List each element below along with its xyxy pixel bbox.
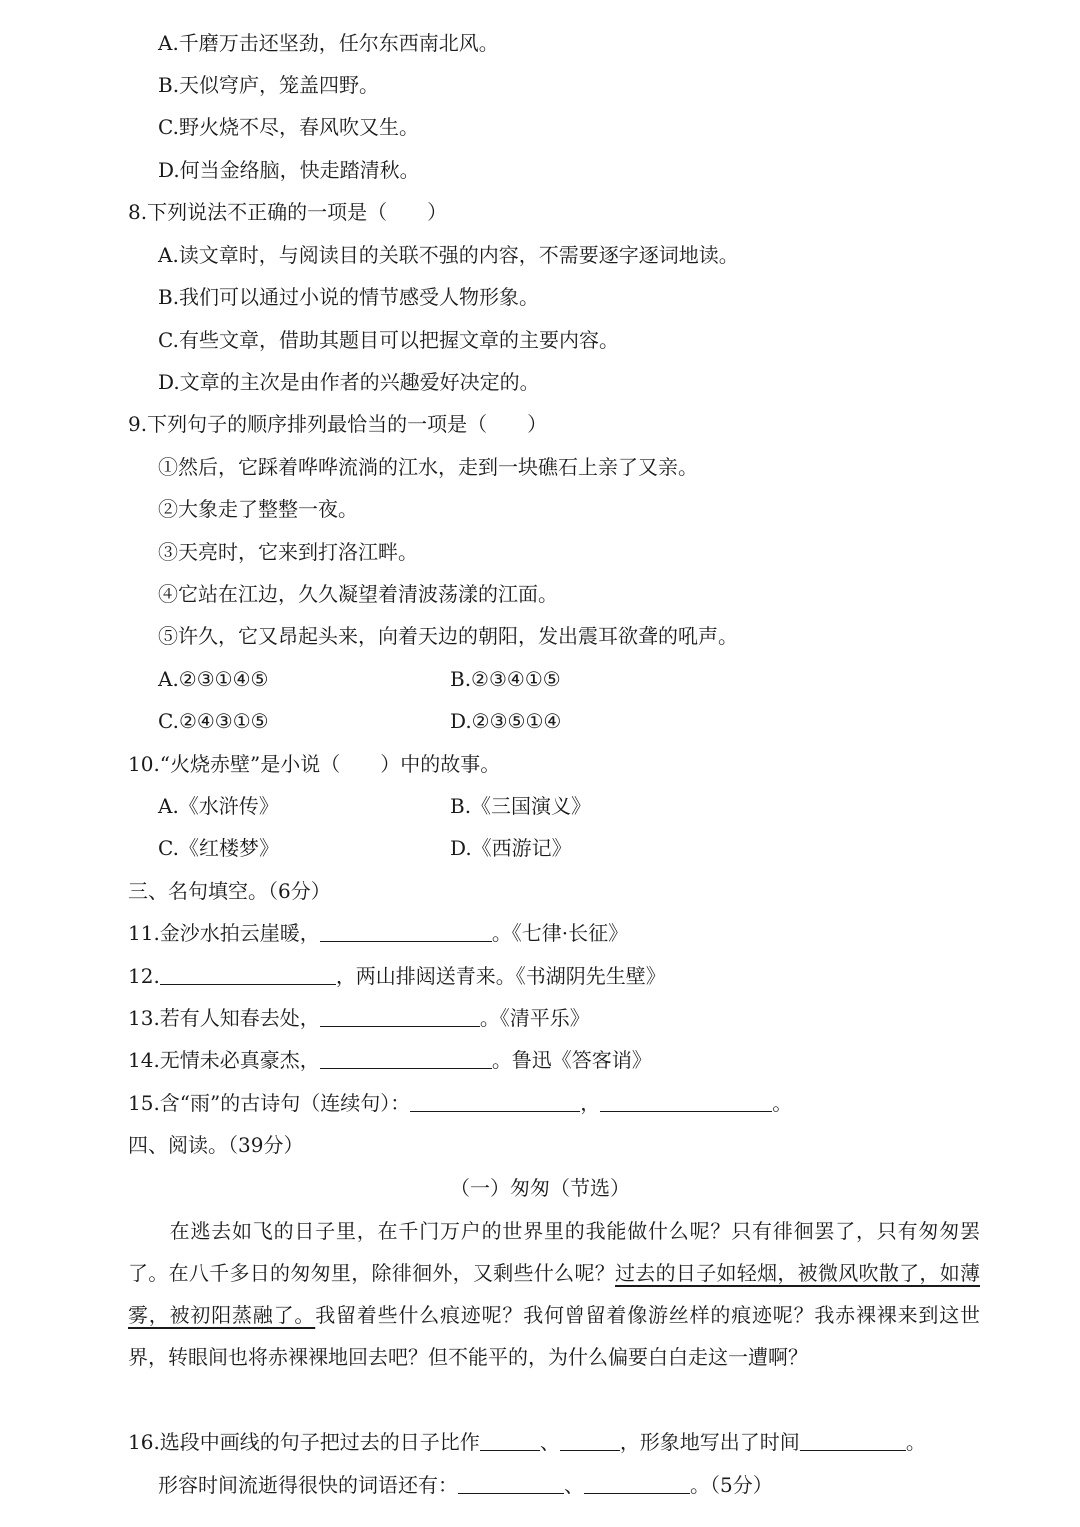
q11-answer-blank[interactable]	[320, 921, 492, 942]
q15-answer-blank-1[interactable]	[410, 1091, 580, 1112]
passage-text	[128, 1210, 980, 1378]
q11-prefix: 11.金沙水拍云崖暖，	[128, 921, 320, 945]
q9-option-b: B.②③④①⑤	[450, 667, 561, 691]
q15-suffix: 。	[772, 1091, 793, 1115]
q16-answer-blank-4[interactable]	[458, 1473, 564, 1494]
q13	[128, 1005, 590, 1031]
q10-option-b: B.《三国演义》	[450, 794, 592, 818]
q16	[128, 1429, 926, 1455]
q9-sentence-3: ③天亮时，它来到打洛江畔。	[158, 540, 418, 564]
q16-answer-blank-5[interactable]	[584, 1473, 690, 1494]
q8-stem: 8.下列说法不正确的一项是（ ）	[128, 200, 448, 224]
q10-stem: 10.“火烧赤壁”是小说（ ）中的故事。	[128, 752, 501, 776]
q14	[128, 1047, 652, 1073]
q16-end: 。	[905, 1430, 926, 1454]
passage-text-before: 在逃去如飞的日子里，在千门万户的世界里的我能做什么呢？只有徘徊罢了，只有匆匆罢了。在八千多日的匆匆里，除徘徊外，又剩些什么呢？	[128, 1219, 980, 1285]
passage-text-after: 我留着些什么痕迹呢？我何曾留着像游丝样的痕迹呢？我赤裸裸来到这世界，转眼间也将赤裸裸地回去吧？但不能平的，为什么偏要白白走这一遭啊？	[128, 1303, 981, 1369]
q7-option-c: C.野火烧不尽，春风吹又生。	[158, 115, 419, 139]
q16-middle: ，形象地写出了时间	[619, 1430, 800, 1454]
q16-prefix: 16.选段中画线的句子把过去的日子比作	[128, 1430, 480, 1454]
q15-prefix: 15.含“雨”的古诗句（连续句）：	[128, 1091, 411, 1115]
q8-option-c: C.有些文章，借助其题目可以把握文章的主要内容。	[158, 328, 619, 352]
q13-answer-blank[interactable]	[320, 1006, 480, 1027]
q12	[128, 963, 666, 989]
section-4-title: 四、阅读。（39分）	[128, 1133, 304, 1157]
q9-option-c: C.②④③①⑤	[158, 709, 269, 733]
q9-sentence-1: ①然后，它踩着哗哗流淌的江水，走到一块礁石上亲了又亲。	[158, 455, 698, 479]
q16-line-2	[158, 1472, 773, 1498]
q9-sentence-5: ⑤许久，它又昂起头来，向着天边的朝阳，发出震耳欲聋的吼声。	[158, 624, 738, 648]
q11-suffix: 。《七律·长征》	[491, 921, 629, 945]
q9-stem: 9.下列句子的顺序排列最恰当的一项是（ ）	[128, 412, 548, 436]
q15-separator: ，	[580, 1091, 601, 1115]
q12-suffix: ，两山排闼送青来。《书湖阴先生壁》	[335, 964, 666, 988]
q13-prefix: 13.若有人知春去处，	[128, 1006, 320, 1030]
q7-option-a: A.千磨万击还坚劲，任尔东西南北风。	[158, 31, 499, 55]
q16-separator: 、	[539, 1430, 560, 1454]
passage-title: （一）匆匆（节选）	[450, 1176, 630, 1200]
q16-line2-suffix: 。（5分）	[690, 1473, 773, 1497]
q8-option-a: A.读文章时，与阅读目的关联不强的内容，不需要逐字逐词地读。	[158, 243, 739, 267]
passage-underlined-sentence: 过去的日子如轻烟，被微风吹散了，如薄雾，被初阳蒸融了。	[128, 1261, 981, 1327]
q8-option-b: B.我们可以通过小说的情节感受人物形象。	[158, 285, 540, 309]
q10-option-d: D.《西游记》	[450, 836, 572, 860]
q16-answer-blank-1[interactable]	[480, 1430, 540, 1451]
q16-answer-blank-2[interactable]	[560, 1430, 620, 1451]
q15-answer-blank-2[interactable]	[600, 1091, 772, 1112]
q16-line2-separator: 、	[564, 1473, 584, 1497]
q14-suffix: 。鲁迅《答客诮》	[491, 1048, 652, 1072]
q9-option-d: D.②③⑤①④	[450, 709, 562, 733]
q11	[128, 920, 628, 946]
q15	[128, 1090, 792, 1116]
q16-answer-blank-3[interactable]	[800, 1430, 906, 1451]
q9-sentence-4: ④它站在江边，久久凝望着清波荡漾的江面。	[158, 582, 558, 606]
q8-option-d: D.文章的主次是由作者的兴趣爱好决定的。	[158, 370, 540, 394]
q14-prefix: 14.无情未必真豪杰，	[128, 1048, 320, 1072]
q9-sentence-2: ②大象走了整整一夜。	[158, 497, 358, 521]
q9-option-a: A.②③①④⑤	[158, 667, 269, 691]
section-3-title: 三、名句填空。（6分）	[128, 879, 331, 903]
q10-option-a: A.《水浒传》	[158, 794, 279, 818]
q7-option-d: D.何当金络脑，快走踏清秋。	[158, 158, 420, 182]
q10-option-c: C.《红楼梦》	[158, 836, 279, 860]
q14-answer-blank[interactable]	[320, 1048, 492, 1069]
q12-answer-blank[interactable]	[160, 964, 336, 985]
q12-prefix: 12.	[128, 964, 160, 988]
q7-option-b: B.天似穹庐，笼盖四野。	[158, 73, 380, 97]
q16-line2-prefix: 形容时间流逝得很快的词语还有：	[158, 1473, 458, 1497]
q13-suffix: 。《清平乐》	[479, 1006, 590, 1030]
